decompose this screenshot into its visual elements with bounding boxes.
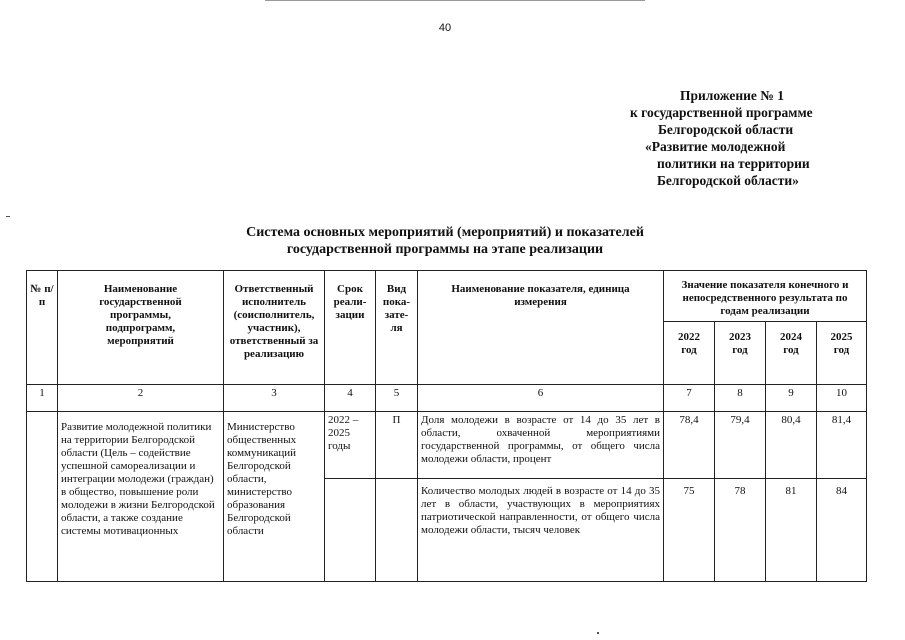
header-year-2024: 2024 год [766, 322, 817, 385]
executor: Министерство общественных коммуникаций Белгородской области, министерство образования Белгородской области [224, 412, 325, 582]
title-line-2: государственной программы на этапе реализации [286, 242, 604, 257]
page-top-edge [265, 0, 645, 1]
appendix-line: «Развитие молодежной [645, 139, 786, 154]
column-number: 2 [58, 385, 224, 412]
column-number: 9 [766, 385, 817, 412]
header-no: № п/п [27, 271, 58, 385]
header-values-group: Значение показателя конечного и непосредственного результата по годам реализации [664, 271, 867, 322]
document-title [150, 224, 740, 258]
indicator-name: Количество молодых людей в возрасте от 14 до 35 лет в области, участвующих в мероприятиях патриотической направленности, от общего числа молодежи области, тысяч человек [418, 479, 664, 582]
appendix-line: Белгородской области» [657, 173, 799, 188]
program-name: Развитие молодежной политики на территории Белгородской области (Цель – содействие успешной самореализации и интеграции молодежи (граждан) в общество, повышение роли молодежи в жизни Белгородской области, а также создание системы мотивационных [58, 412, 224, 582]
column-number: 5 [376, 385, 418, 412]
term: 2022 – 2025 годы [325, 412, 376, 479]
title-line-1: Система основных мероприятий (мероприятий) и показателей [246, 225, 644, 240]
value-2022: 78,4 [664, 412, 715, 479]
appendix-line: политики на территории [657, 156, 810, 171]
value-2024: 80,4 [766, 412, 817, 479]
scan-speck [597, 632, 599, 634]
header-year-2023: 2023 год [715, 322, 766, 385]
appendix-line: к государственной программе [630, 105, 813, 120]
indicators-table [26, 270, 867, 582]
column-number: 1 [27, 385, 58, 412]
indicator-kind: П [376, 412, 418, 479]
value-2022: 75 [664, 479, 715, 582]
column-number: 8 [715, 385, 766, 412]
column-number: 4 [325, 385, 376, 412]
header-indicator: Наименование показателя, единица измерения [418, 271, 664, 385]
column-numbers-row [27, 385, 867, 412]
value-2024: 81 [766, 479, 817, 582]
appendix-line: Приложение № 1 [680, 88, 784, 103]
header-term: Срок реали-зации [325, 271, 376, 385]
header-executor: Ответственный исполнитель (соисполнитель, участник), ответственный за реализацию [224, 271, 325, 385]
appendix-block [620, 87, 860, 189]
header-year-2025: 2025 год [817, 322, 867, 385]
value-2023: 79,4 [715, 412, 766, 479]
term [325, 479, 376, 582]
indicator-kind [376, 479, 418, 582]
header-kind: Вид пока-зате-ля [376, 271, 418, 385]
value-2023: 78 [715, 479, 766, 582]
header-name: Наименование государственной программы, подпрограмм, мероприятий [58, 271, 224, 385]
header-year-2022: 2022 год [664, 322, 715, 385]
column-number: 10 [817, 385, 867, 412]
value-2025: 84 [817, 479, 867, 582]
scan-speck [6, 216, 10, 217]
value-2025: 81,4 [817, 412, 867, 479]
row-number [27, 412, 58, 582]
indicator-name: Доля молодежи в возрасте от 14 до 35 лет в области, охваченной мероприятиями государственной программы, от общего числа молодежи области, процент [418, 412, 664, 479]
column-number: 6 [418, 385, 664, 412]
appendix-line: Белгородской области [658, 122, 794, 137]
page-number: 40 [438, 22, 452, 34]
column-number: 3 [224, 385, 325, 412]
table-row [27, 412, 867, 479]
column-number: 7 [664, 385, 715, 412]
